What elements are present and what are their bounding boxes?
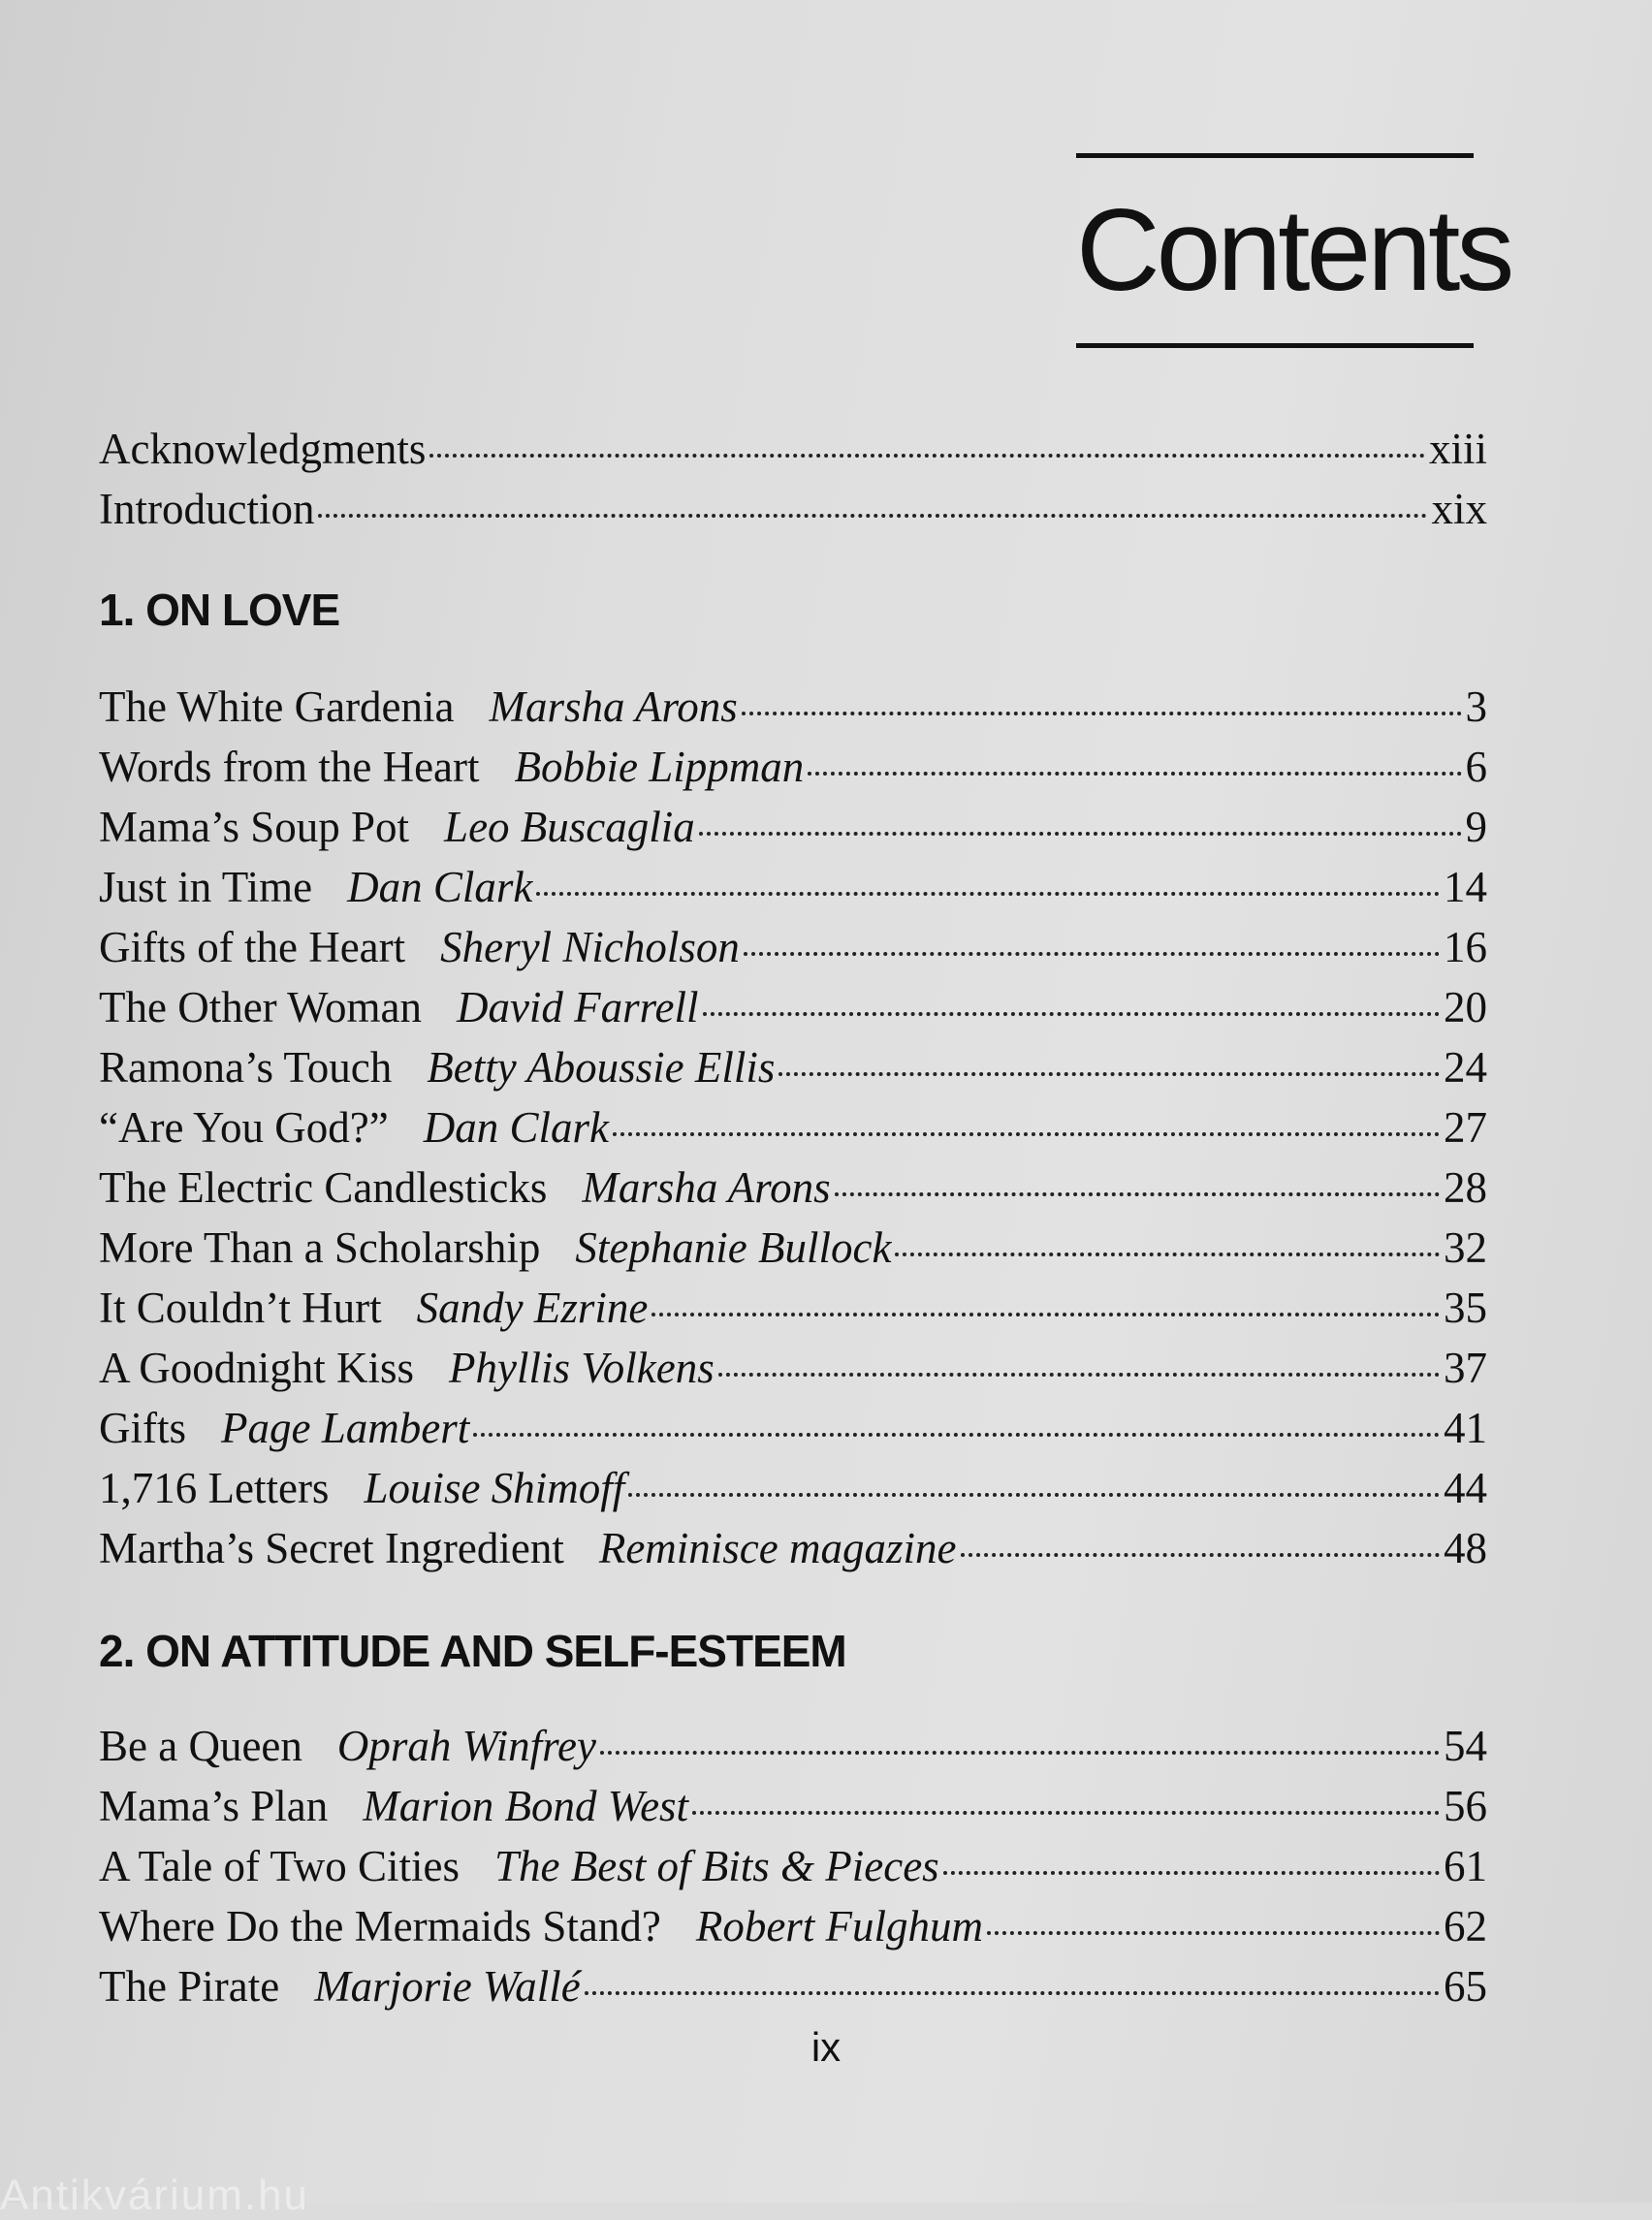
entry-title: Where Do the Mermaids Stand? bbox=[99, 1902, 661, 1950]
dot-leader bbox=[961, 1553, 1441, 1557]
toc-entry bbox=[99, 1776, 1487, 1836]
toc-entry bbox=[99, 1716, 1487, 1776]
entry-author: The Best of Bits & Pieces bbox=[494, 1842, 939, 1890]
entry-author: Page Lambert bbox=[221, 1404, 470, 1452]
entry-page: xiii bbox=[1428, 425, 1487, 473]
entry-page: 54 bbox=[1444, 1722, 1487, 1770]
entry-title: A Tale of Two Cities bbox=[99, 1842, 461, 1890]
dot-leader bbox=[318, 514, 1427, 518]
entry-author: Marion Bond West bbox=[363, 1782, 689, 1830]
section-heading: 1. ON LOVE bbox=[99, 585, 340, 635]
contents-title-block bbox=[1076, 153, 1511, 348]
dot-leader bbox=[987, 1931, 1440, 1935]
entry-author: Louise Shimoff bbox=[364, 1464, 625, 1512]
entry-page: 32 bbox=[1444, 1223, 1487, 1272]
toc-entry bbox=[99, 1398, 1487, 1458]
entry-page: 6 bbox=[1465, 743, 1487, 791]
entry-author: Bobbie Lippman bbox=[514, 743, 805, 791]
dot-leader bbox=[473, 1433, 1440, 1437]
entry-author: Stephanie Bullock bbox=[575, 1223, 892, 1272]
dot-leader bbox=[692, 1811, 1440, 1815]
toc-entry bbox=[99, 1097, 1487, 1158]
dot-leader bbox=[585, 1991, 1440, 1995]
entry-page: 48 bbox=[1444, 1524, 1487, 1572]
toc-entry bbox=[99, 1278, 1487, 1338]
entry-page: 9 bbox=[1465, 803, 1487, 851]
toc-entry bbox=[99, 1956, 1487, 2016]
entry-title: Just in Time bbox=[99, 863, 313, 911]
dot-leader bbox=[429, 454, 1425, 458]
entry-page: 14 bbox=[1444, 863, 1487, 911]
entry-author: Marsha Arons bbox=[489, 682, 738, 731]
entry-page: xix bbox=[1431, 485, 1487, 533]
entry-page: 62 bbox=[1444, 1902, 1487, 1950]
entry-title: Be a Queen bbox=[99, 1722, 302, 1770]
entry-page: 35 bbox=[1444, 1284, 1487, 1332]
entry-author: David Farrell bbox=[456, 983, 699, 1031]
toc-entry bbox=[99, 737, 1487, 797]
entry-page: 3 bbox=[1465, 682, 1487, 731]
toc-entry bbox=[99, 797, 1487, 857]
toc-entry bbox=[99, 419, 1487, 479]
entry-author: Robert Fulghum bbox=[695, 1902, 984, 1950]
entry-page: 20 bbox=[1444, 983, 1487, 1031]
dot-leader bbox=[613, 1132, 1440, 1136]
dot-leader bbox=[742, 712, 1462, 715]
entry-title: The Pirate bbox=[99, 1962, 280, 2011]
toc-entry bbox=[99, 1218, 1487, 1278]
dot-leader bbox=[699, 832, 1462, 836]
entry-title: 1,716 Letters bbox=[99, 1464, 330, 1512]
entry-page: 16 bbox=[1444, 923, 1487, 971]
entry-title: Gifts bbox=[99, 1404, 186, 1452]
entry-page: 61 bbox=[1444, 1842, 1487, 1890]
entry-author: Leo Buscaglia bbox=[444, 803, 695, 851]
page-number: ix bbox=[810, 2024, 842, 2070]
entry-title: Gifts of the Heart bbox=[99, 923, 406, 971]
entry-title: “Are You God?” bbox=[99, 1103, 389, 1152]
entry-title: Martha’s Secret Ingredient bbox=[99, 1524, 564, 1572]
dot-leader bbox=[943, 1871, 1440, 1875]
entry-title: The White Gardenia bbox=[99, 682, 455, 731]
entry-page: 27 bbox=[1444, 1103, 1487, 1152]
dot-leader bbox=[651, 1313, 1440, 1316]
page-title: Contents bbox=[1076, 185, 1511, 315]
entry-author: Reminisce magazine bbox=[598, 1524, 957, 1572]
entry-title: Mama’s Plan bbox=[99, 1782, 329, 1830]
front-matter-list bbox=[99, 419, 1487, 539]
toc-entry bbox=[99, 1458, 1487, 1518]
entry-title: A Goodnight Kiss bbox=[99, 1344, 415, 1392]
dot-leader bbox=[628, 1493, 1440, 1497]
entry-author: Sheryl Nicholson bbox=[440, 923, 740, 971]
title-rule-bottom bbox=[1076, 343, 1474, 348]
entry-title: Acknowledgments bbox=[99, 425, 427, 473]
dot-leader bbox=[600, 1751, 1440, 1755]
toc-entry bbox=[99, 1158, 1487, 1218]
entry-page: 44 bbox=[1444, 1464, 1487, 1512]
entry-page: 65 bbox=[1444, 1962, 1487, 2011]
sections-list bbox=[99, 580, 1487, 2016]
toc-entry bbox=[99, 1896, 1487, 1956]
dot-leader bbox=[808, 772, 1461, 776]
entry-title: Mama’s Soup Pot bbox=[99, 803, 410, 851]
toc-entry bbox=[99, 1836, 1487, 1896]
dot-leader bbox=[744, 952, 1440, 956]
dot-leader bbox=[703, 1012, 1441, 1016]
toc-entry bbox=[99, 1037, 1487, 1097]
dot-leader bbox=[536, 892, 1440, 896]
dot-leader bbox=[718, 1373, 1440, 1377]
entry-title: Words from the Heart bbox=[99, 743, 480, 791]
dot-leader bbox=[895, 1253, 1440, 1256]
entry-author: Marjorie Wallé bbox=[314, 1962, 581, 2011]
toc-entry bbox=[99, 977, 1487, 1037]
entry-author: Oprah Winfrey bbox=[336, 1722, 596, 1770]
entry-author: Betty Aboussie Ellis bbox=[427, 1043, 776, 1092]
section-heading: 2. ON ATTITUDE AND SELF-ESTEEM bbox=[99, 1626, 846, 1676]
entry-page: 37 bbox=[1444, 1344, 1487, 1392]
table-of-contents bbox=[99, 419, 1487, 2016]
entry-author: Dan Clark bbox=[347, 863, 533, 911]
entry-page: 24 bbox=[1444, 1043, 1487, 1092]
entry-title: Introduction bbox=[99, 485, 315, 533]
entry-page: 41 bbox=[1444, 1404, 1487, 1452]
entry-title: The Other Woman bbox=[99, 983, 422, 1031]
entry-author: Dan Clark bbox=[423, 1103, 609, 1152]
entry-title: It Couldn’t Hurt bbox=[99, 1284, 382, 1332]
watermark: Antikvárium.hu bbox=[0, 2172, 310, 2219]
dot-leader bbox=[835, 1192, 1440, 1196]
toc-entry bbox=[99, 677, 1487, 737]
toc-entry bbox=[99, 1518, 1487, 1578]
entry-title: More Than a Scholarship bbox=[99, 1223, 541, 1272]
entry-author: Marsha Arons bbox=[582, 1163, 831, 1212]
entry-title: Ramona’s Touch bbox=[99, 1043, 393, 1092]
toc-entry bbox=[99, 479, 1487, 539]
toc-entry bbox=[99, 917, 1487, 977]
entry-author: Phyllis Volkens bbox=[449, 1344, 715, 1392]
entry-page: 28 bbox=[1444, 1163, 1487, 1212]
entry-title: The Electric Candlesticks bbox=[99, 1163, 548, 1212]
toc-entry bbox=[99, 1338, 1487, 1398]
entry-page: 56 bbox=[1444, 1782, 1487, 1830]
entry-author: Sandy Ezrine bbox=[416, 1284, 649, 1332]
dot-leader bbox=[778, 1072, 1440, 1076]
toc-entry bbox=[99, 857, 1487, 917]
